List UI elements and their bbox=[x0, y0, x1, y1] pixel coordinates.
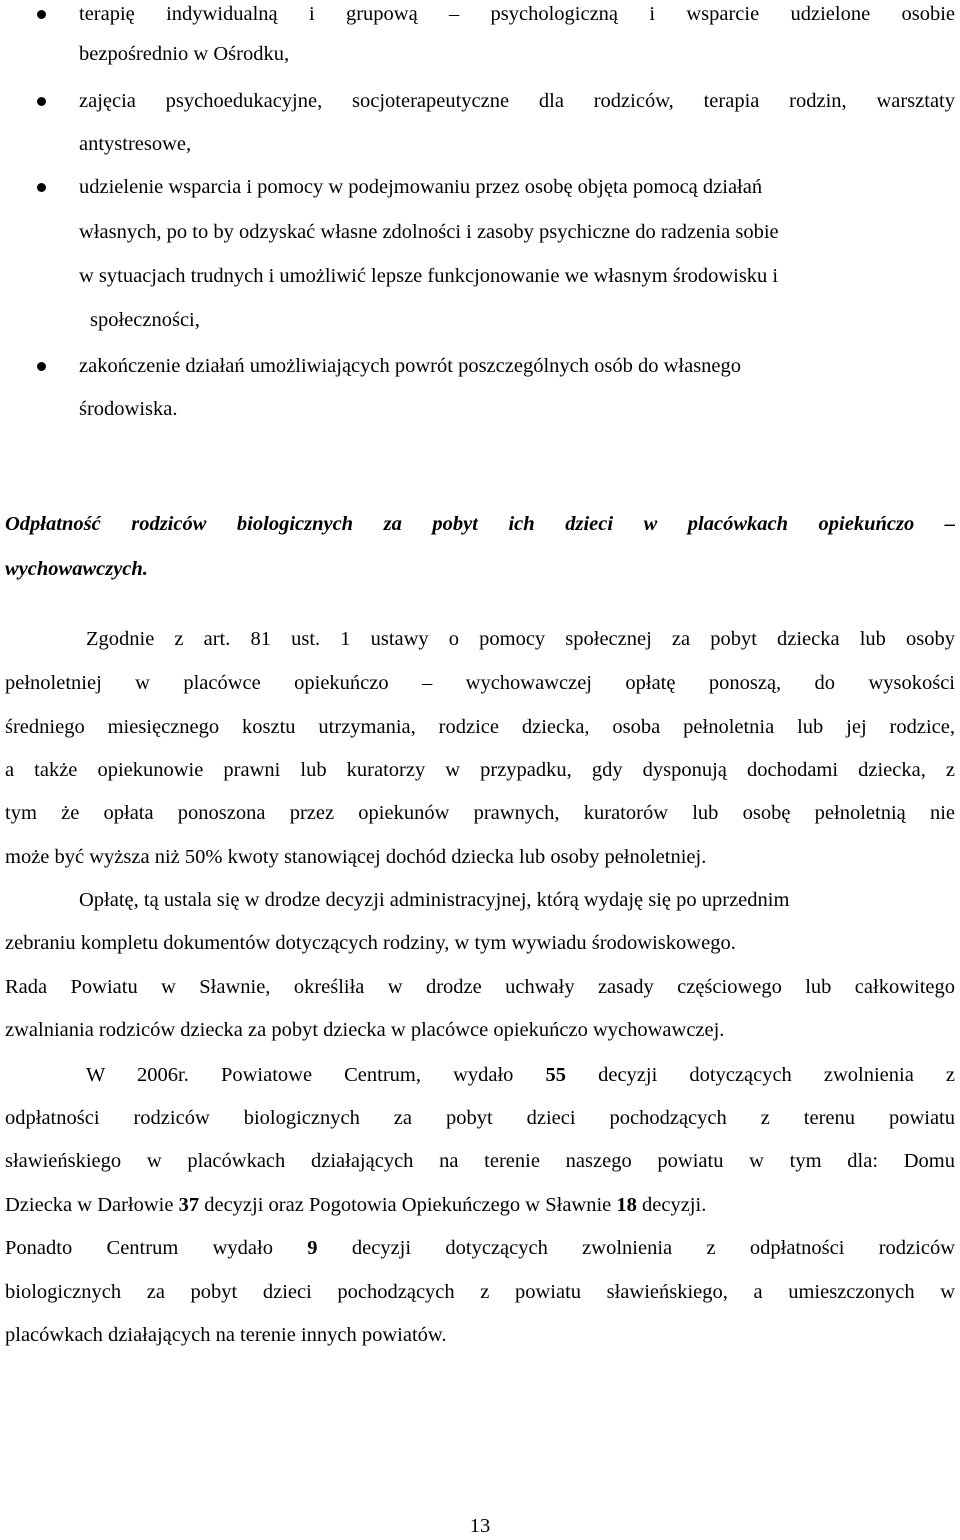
paragraph-line: biologicznych za pobyt dzieci pochodzących z powiatu sławieńskiego, a umieszczonych w bbox=[5, 1281, 955, 1303]
bullet-text: środowiska. bbox=[79, 398, 178, 420]
bullet-icon bbox=[37, 10, 46, 19]
paragraph-line: Dziecka w Darłowie 37 decyzji oraz Pogotowia Opiekuńczego w Sławnie 18 decyzji. bbox=[5, 1194, 707, 1216]
paragraph-line: placówkach działających na terenie innych powiatów. bbox=[5, 1324, 447, 1346]
paragraph-line: odpłatności rodziców biologicznych za pobyt dzieci pochodzących z terenu powiatu bbox=[5, 1107, 955, 1129]
decision-count: 9 bbox=[307, 1237, 318, 1259]
paragraph-line: może być wyższa niż 50% kwoty stanowiącej dochód dziecka lub osoby pełnoletniej. bbox=[5, 846, 707, 868]
paragraph-line: zebraniu kompletu dokumentów dotyczących rodziny, w tym wywiadu środowiskowego. bbox=[5, 932, 736, 954]
paragraph-line: średniego miesięcznego kosztu utrzymania, rodzice dziecka, osoba pełnoletnia lub jej rodzice, bbox=[5, 716, 955, 738]
section-heading: Odpłatność rodziców biologicznych za pobyt ich dzieci w placówkach opiekuńczo – bbox=[5, 513, 955, 535]
bullet-icon bbox=[37, 183, 46, 192]
paragraph-line: sławieńskiego w placówkach działających na terenie naszego powiatu w tym dla: Domu bbox=[5, 1150, 955, 1172]
paragraph-line: W 2006r. Powiatowe Centrum, wydało 55 decyzji dotyczących zwolnienia z bbox=[86, 1064, 955, 1086]
decision-count: 55 bbox=[545, 1064, 567, 1086]
decision-count: 18 bbox=[616, 1194, 637, 1216]
bullet-icon bbox=[37, 362, 46, 371]
paragraph-line: zwalniania rodziców dziecka za pobyt dziecka w placówce opiekuńczo wychowawczej. bbox=[5, 1019, 725, 1041]
bullet-text: zakończenie działań umożliwiających powrót poszczególnych osób do własnego bbox=[79, 355, 742, 377]
paragraph-line: Ponadto Centrum wydało 9 decyzji dotyczących zwolnienia z odpłatności rodziców bbox=[5, 1237, 955, 1259]
bullet-text: w sytuacjach trudnych i umożliwić lepsze funkcjonowanie we własnym środowisku i bbox=[79, 265, 779, 287]
bullet-text: terapię indywidualną i grupową – psychologiczną i wsparcie udzielone osobie bbox=[79, 3, 955, 25]
bullet-text: bezpośrednio w Ośrodku, bbox=[79, 43, 290, 65]
bullet-text: antystresowe, bbox=[79, 133, 192, 155]
bullet-icon bbox=[37, 97, 46, 106]
bullet-text: udzielenie wsparcia i pomocy w podejmowaniu przez osobę objęta pomocą działań bbox=[79, 176, 763, 198]
bullet-text: zajęcia psychoedukacyjne, socjoterapeutyczne dla rodziców, terapia rodzin, warsztaty bbox=[79, 90, 955, 112]
bullet-text: własnych, po to by odzyskać własne zdolności i zasoby psychiczne do radzenia sobie bbox=[79, 221, 779, 243]
page-number: 13 bbox=[469, 1515, 491, 1537]
paragraph-line: Rada Powiatu w Sławnie, określiła w drodze uchwały zasady częściowego lub całkowitego bbox=[5, 976, 955, 998]
paragraph-line: tym że opłata ponoszona przez opiekunów prawnych, kuratorów lub osobę pełnoletnią nie bbox=[5, 802, 955, 824]
section-heading: wychowawczych. bbox=[5, 558, 148, 580]
decision-count: 37 bbox=[178, 1194, 200, 1216]
paragraph-line: Zgodnie z art. 81 ust. 1 ustawy o pomocy społecznej za pobyt dziecka lub osoby bbox=[86, 628, 955, 650]
paragraph-line: pełnoletniej w placówce opiekuńczo – wychowawczej opłatę ponoszą, do wysokości bbox=[5, 672, 955, 694]
paragraph-line: Opłatę, tą ustala się w drodze decyzji administracyjnej, którą wydaję się po uprzednim bbox=[79, 889, 790, 911]
bullet-text: społeczności, bbox=[90, 309, 200, 331]
paragraph-line: a także opiekunowie prawni lub kuratorzy w przypadku, gdy dysponują dochodami dziecka, z bbox=[5, 759, 955, 781]
